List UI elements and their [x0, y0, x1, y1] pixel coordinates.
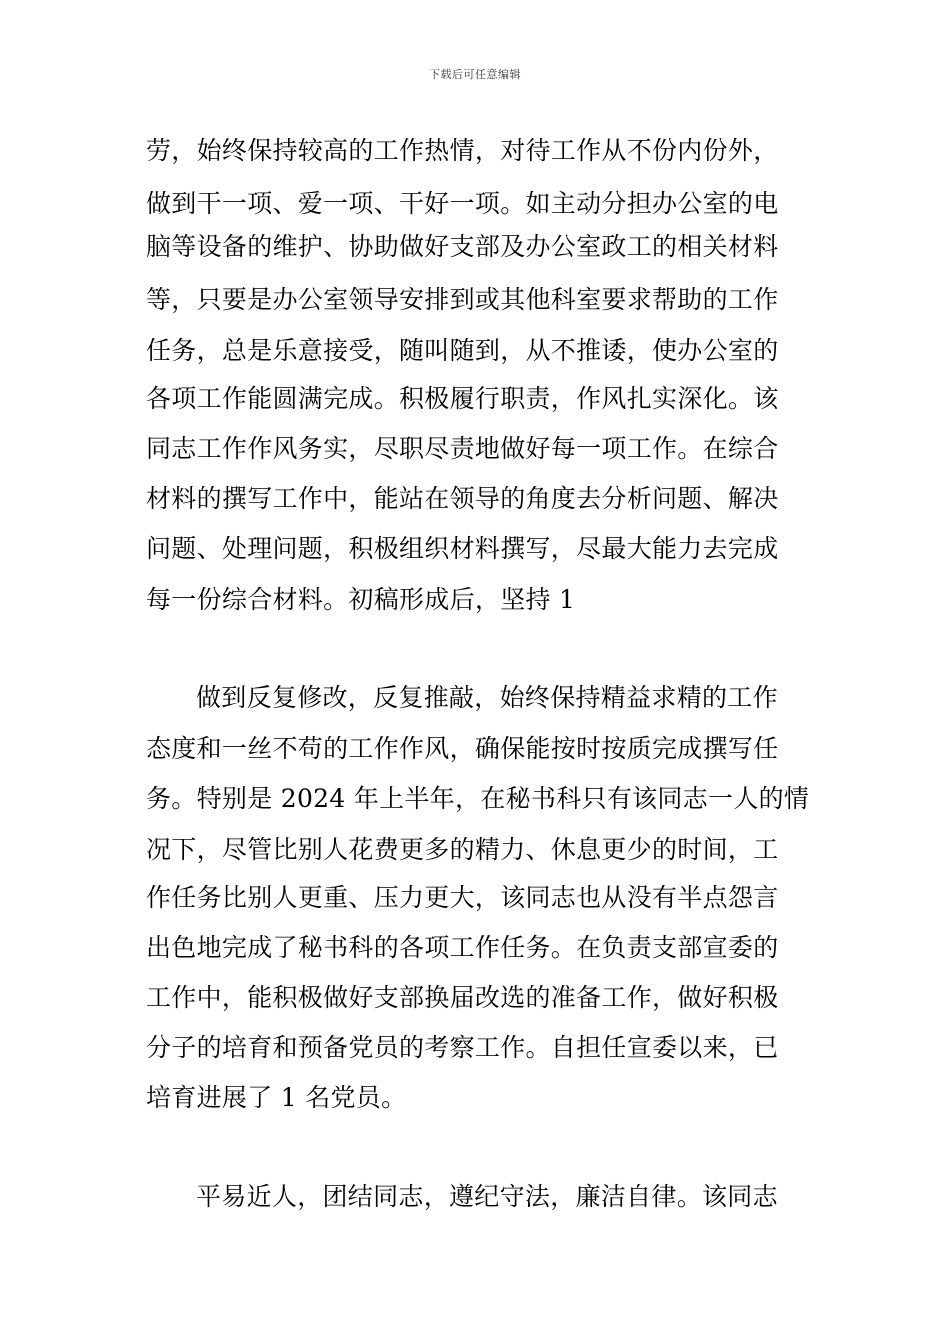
paragraph-1-line-4: 等，只要是办公室领导安排到或其他科室要求帮助的工作	[146, 285, 779, 314]
paragraph-1-line-5: 任务，总是乐意接受，随叫随到，从不推诿，使办公室的	[146, 336, 779, 365]
paragraph-1-line-10: 每一份综合材料。初稿形成后，坚持 1	[146, 585, 576, 614]
paragraph-1-line-7: 同志工作作风务实，尽职尽责地做好每一项工作。在综合	[146, 434, 779, 463]
paragraph-2-line-1: 做到反复修改，反复推敲，始终保持精益求精的工作	[196, 683, 778, 712]
paragraph-1-line-6: 各项工作能圆满完成。积极履行职责，作风扎实深化。该	[146, 384, 779, 413]
paragraph-1-line-2: 做到干一项、爱一项、干好一项。如主动分担办公室的电	[146, 189, 779, 218]
paragraph-2-line-5: 作任务比别人更重、压力更大，该同志也从没有半点怨言	[146, 883, 779, 912]
paragraph-2-line-6: 出色地完成了秘书科的各项工作任务。在负责支部宣委的	[146, 933, 779, 962]
paragraph-2-line-2: 态度和一丝不苟的工作作风，确保能按时按质完成撰写任	[146, 734, 779, 763]
paragraph-1-line-9: 问题、处理问题，积极组织材料撰写，尽最大能力去完成	[146, 534, 779, 563]
page-header: 下载后可任意编辑	[429, 68, 521, 81]
paragraph-2-line-8: 分子的培育和预备党员的考察工作。自担任宣委以来，已	[146, 1033, 779, 1062]
paragraph-1-line-1: 劳，始终保持较高的工作热情，对待工作从不份内份外，	[146, 136, 779, 165]
paragraph-2-line-7: 工作中，能积极做好支部换届改选的准备工作，做好积极	[146, 983, 779, 1012]
paragraph-2-line-3: 务。特别是 2024 年上半年，在秘书科只有该同志一人的情	[146, 784, 810, 813]
paragraph-2-line-4: 况下，尽管比别人花费更多的精力、休息更少的时间，工	[146, 835, 779, 864]
paragraph-3-line-1: 平易近人，团结同志，遵纪守法，廉洁自律。该同志	[196, 1182, 778, 1211]
paragraph-2-line-9: 培育进展了 1 名党员。	[146, 1083, 407, 1112]
paragraph-1-line-3: 脑等设备的维护、协助做好支部及办公室政工的相关材料	[146, 232, 779, 261]
paragraph-1-line-8: 材料的撰写工作中，能站在领导的角度去分析问题、解决	[146, 484, 779, 513]
